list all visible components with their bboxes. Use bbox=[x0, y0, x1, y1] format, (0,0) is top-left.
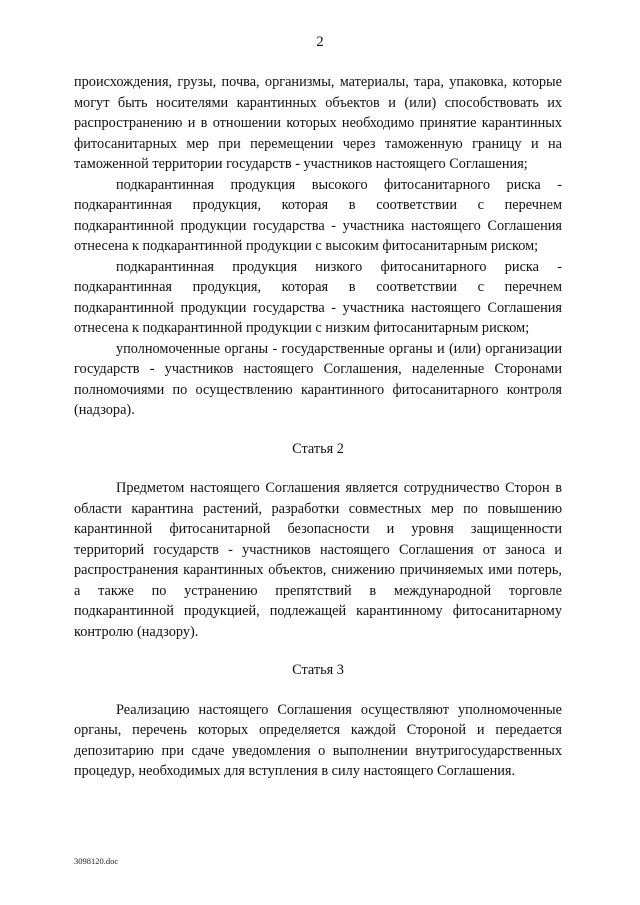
definition-paragraph: подкарантинная продукция высокого фитосанитарного риска - подкарантинная продукция, которая в соответствии с перечнем подкарантинной продукции государства - участника настоящего Соглашения отнесена к подкарантинной продукции с высоким фитосанитарным риском; bbox=[74, 176, 562, 254]
document-body bbox=[74, 72, 562, 782]
article-2-text: Предметом настоящего Соглашения является сотрудничество Сторон в области карантина растений, разработки совместных мер по повышению карантинной фитосанитарной безопасности и уровня защищенности территорий государств - участников настоящего Соглашения от заноса и распространения карантинных объектов, снижению причиняемых ими потерь, а также по устранению препятствий в международной торговле подкарантинной продукцией, подлежащей карантинному фитосанитарному контролю (надзору). bbox=[74, 480, 562, 640]
definition-paragraph: происхождения, грузы, почва, организмы, материалы, тара, упаковка, которые могут быть носителями карантинных объектов и (или) способствовать их распространению и в отношении которых необходимо принятие карантинных фитосанитарных мер при перемещении через таможенную границу и на таможенной территории государств - участников настоящего Соглашения; bbox=[74, 74, 562, 172]
article-2-heading: Статья 2 bbox=[292, 440, 344, 457]
article-3-text: Реализацию настоящего Соглашения осуществляют уполномоченные органы, перечень которых определяется каждой Стороной и передается депозитарию при сдаче уведомления о выполнении внутригосударственных процедур, необходимых для вступления в силу настоящего Соглашения. bbox=[74, 701, 562, 779]
definition-paragraph: уполномоченные органы - государственные органы и (или) организации государств - участников настоящего Соглашения, наделенные Сторонами полномочиями по осуществлению карантинного фитосанитарного контроля (надзора). bbox=[74, 340, 562, 418]
article-3-heading: Статья 3 bbox=[292, 662, 344, 678]
page-number: 2 bbox=[316, 34, 324, 50]
definition-paragraph: подкарантинная продукция низкого фитосанитарного риска - подкарантинная продукция, которая в соответствии с перечнем подкарантинной продукции государства - участника настоящего Соглашения отнесена к подкарантинной продукции с низким фитосанитарным риском; bbox=[74, 258, 562, 336]
document-file-code: 3098120.doc bbox=[74, 856, 119, 866]
